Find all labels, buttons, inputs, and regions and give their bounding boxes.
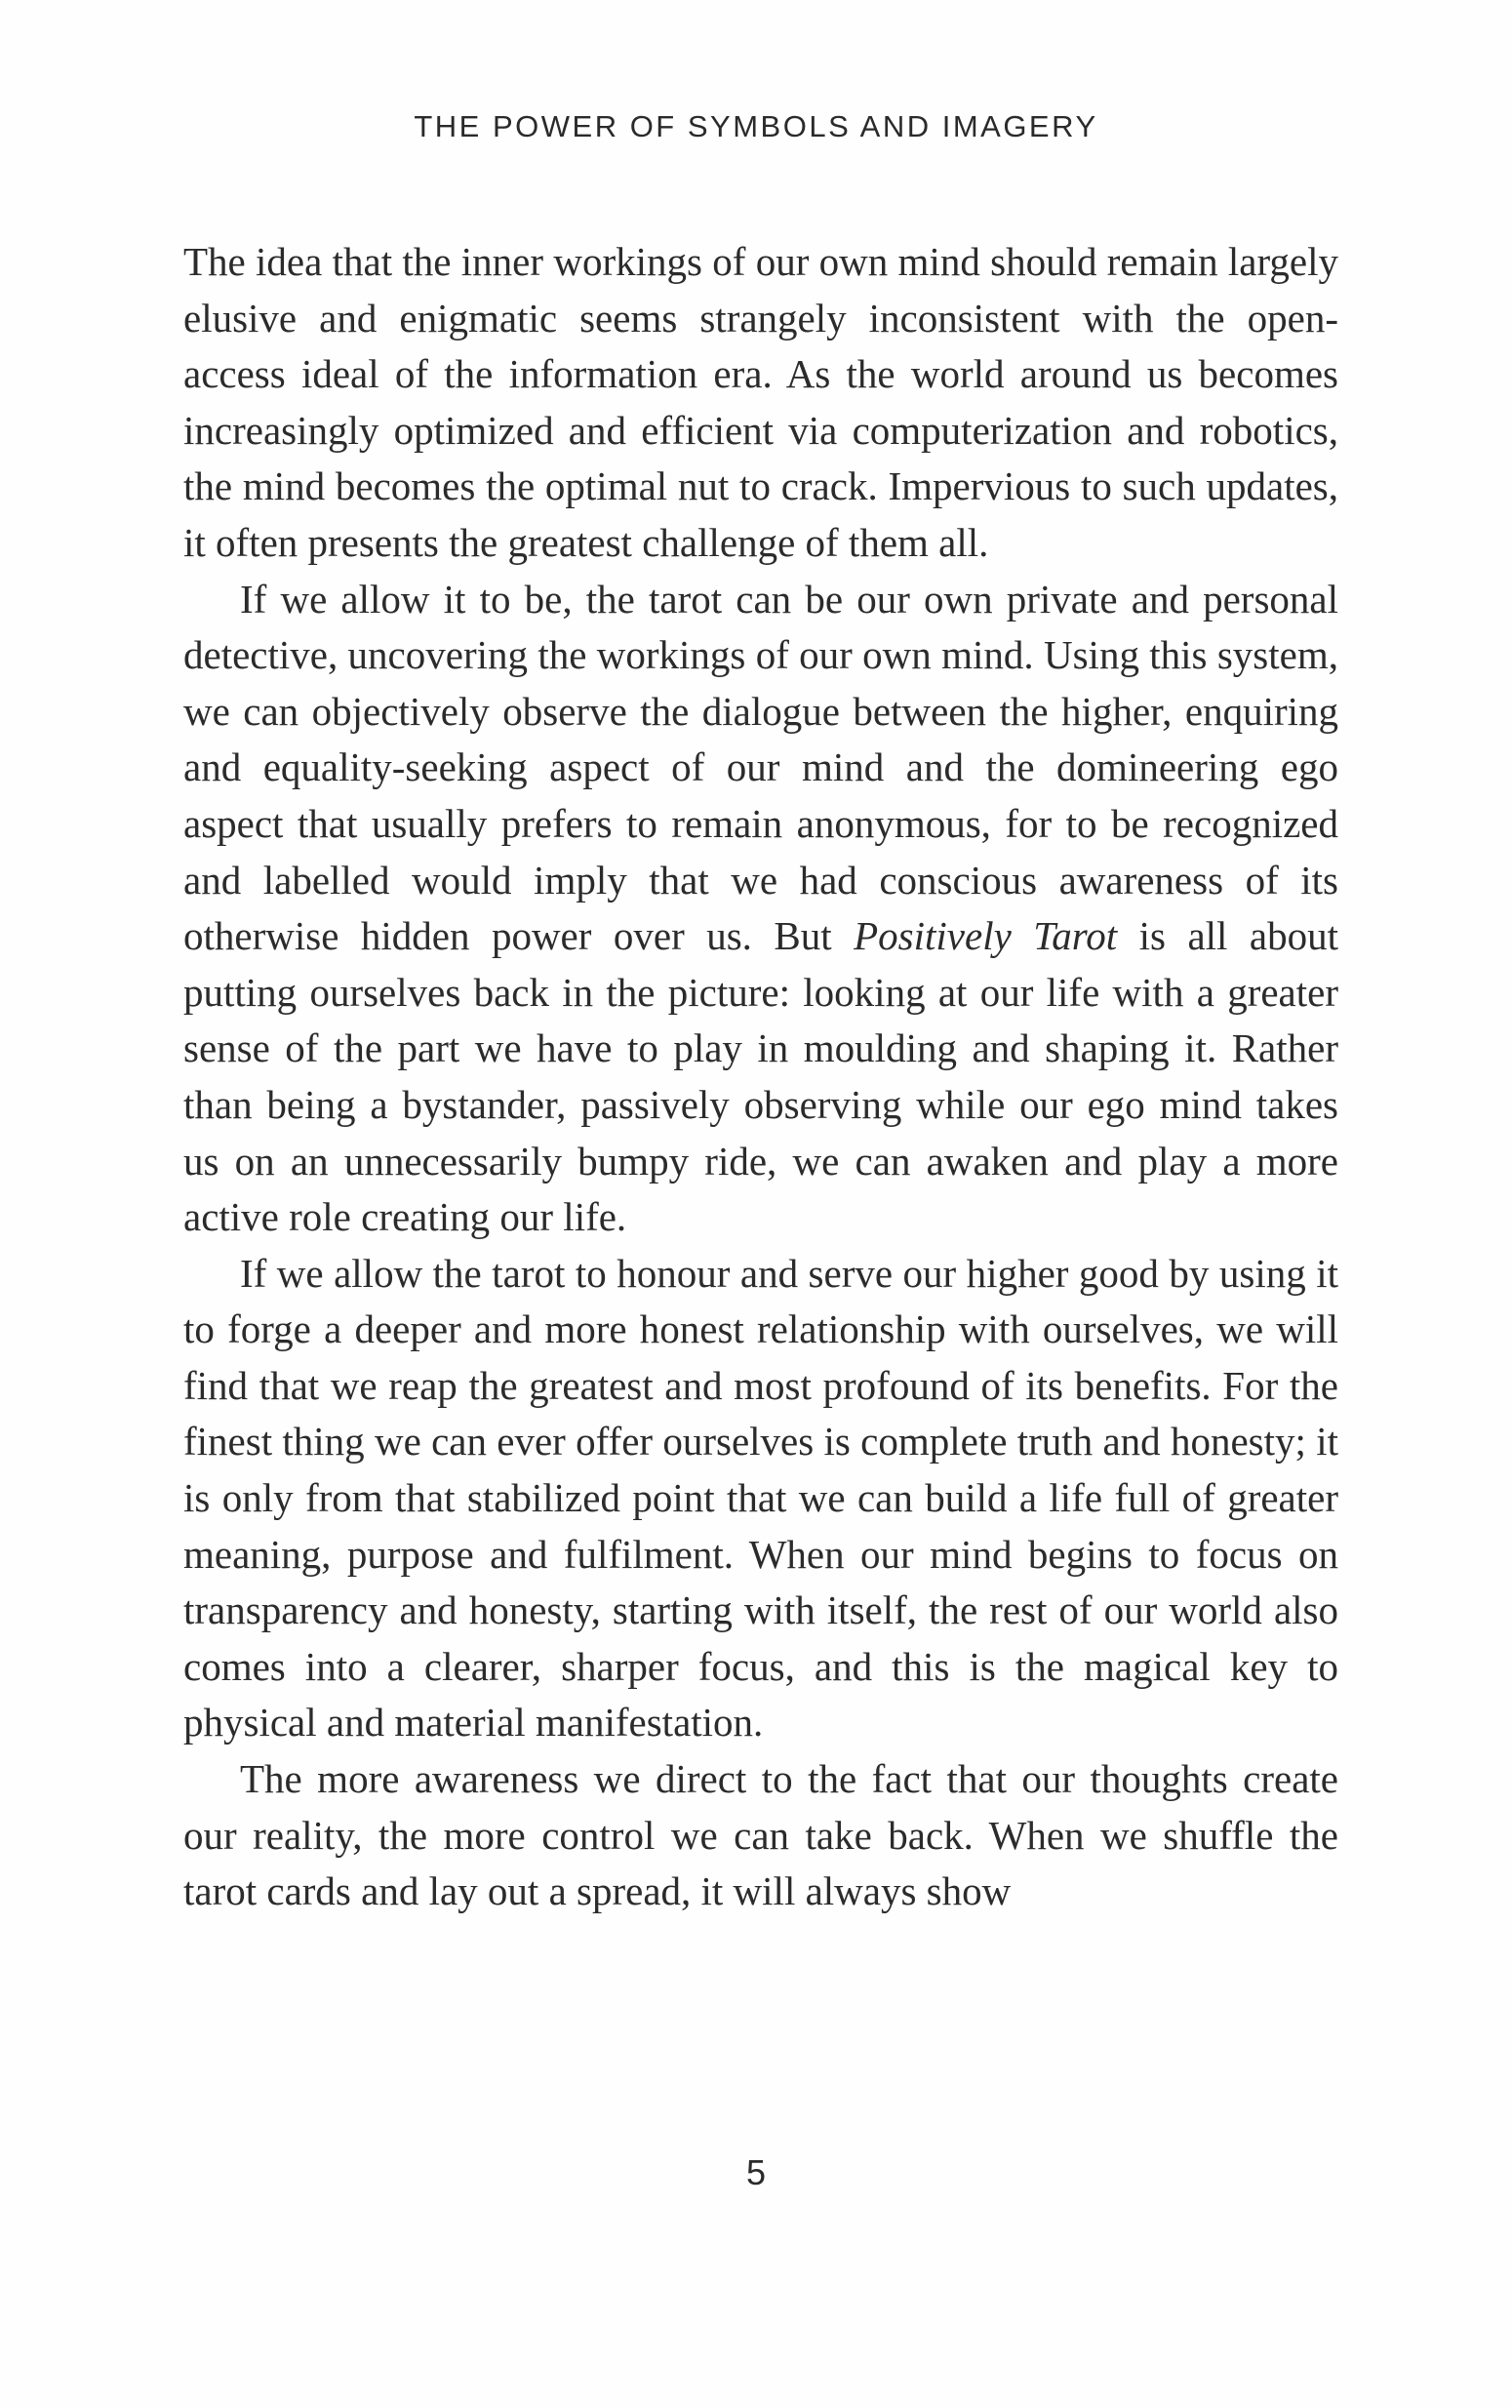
paragraph-4: The more awareness we direct to the fact that our thoughts create our reality, the more control we can take back. When we shuffle the tarot cards and lay out a spread, it will always show xyxy=(183,1756,1338,1914)
book-title-italic: Positively Tarot xyxy=(854,913,1118,959)
page-number: 5 xyxy=(745,2152,767,2192)
paragraph-1: The idea that the inner workings of our own mind should remain largely elusive and enigmatic seems strangely inconsistent with the open-access ideal of the information era. As the world around us becomes increasingly optimized and efficient via computerization and robotics, the mind becomes the optimal nut to crack. Impervious to such updates, it often presents the greatest challenge of them all. xyxy=(183,239,1338,565)
body-text xyxy=(183,234,1338,1920)
paragraph-2-before-italic: If we allow it to be, the tarot can be our own private and personal detective, uncovering the workings of our own mind. Using this system, we can objectively observe the dialogue between the higher, enquiring and equality-seeking aspect of our mind and the domineering ego aspect that usually prefers to remain anonymous, for to be recognized and labelled would imply that we had conscious awareness of its otherwise hidden power over us. But xyxy=(183,576,1338,959)
running-header: THE POWER OF SYMBOLS AND IMAGERY xyxy=(414,109,1098,143)
paragraph-3: If we allow the tarot to honour and serve our higher good by using it to forge a deeper and more honest relationship with ourselves, we will find that we reap the greatest and most profound of its benefits. For the finest thing we can ever offer ourselves is complete truth and honesty; it is only from that stabilized point that we can build a life full of greater meaning, purpose and fulfilment. When our mind begins to focus on transparency and honesty, starting with itself, the rest of our world also comes into a clearer, sharper focus, and this is the magical key to physical and material manifestation. xyxy=(183,1250,1338,1746)
paragraph-2 xyxy=(183,572,1338,1246)
paragraph-2-after-italic: is all about putting ourselves back in the picture: looking at our life with a greater sense of the part we have to play in moulding and shaping it. Rather than being a bystander, passively observing while our ego mind takes us on an unnecessarily bumpy ride, we can awaken and play a more active role creating our life. xyxy=(183,913,1338,1240)
